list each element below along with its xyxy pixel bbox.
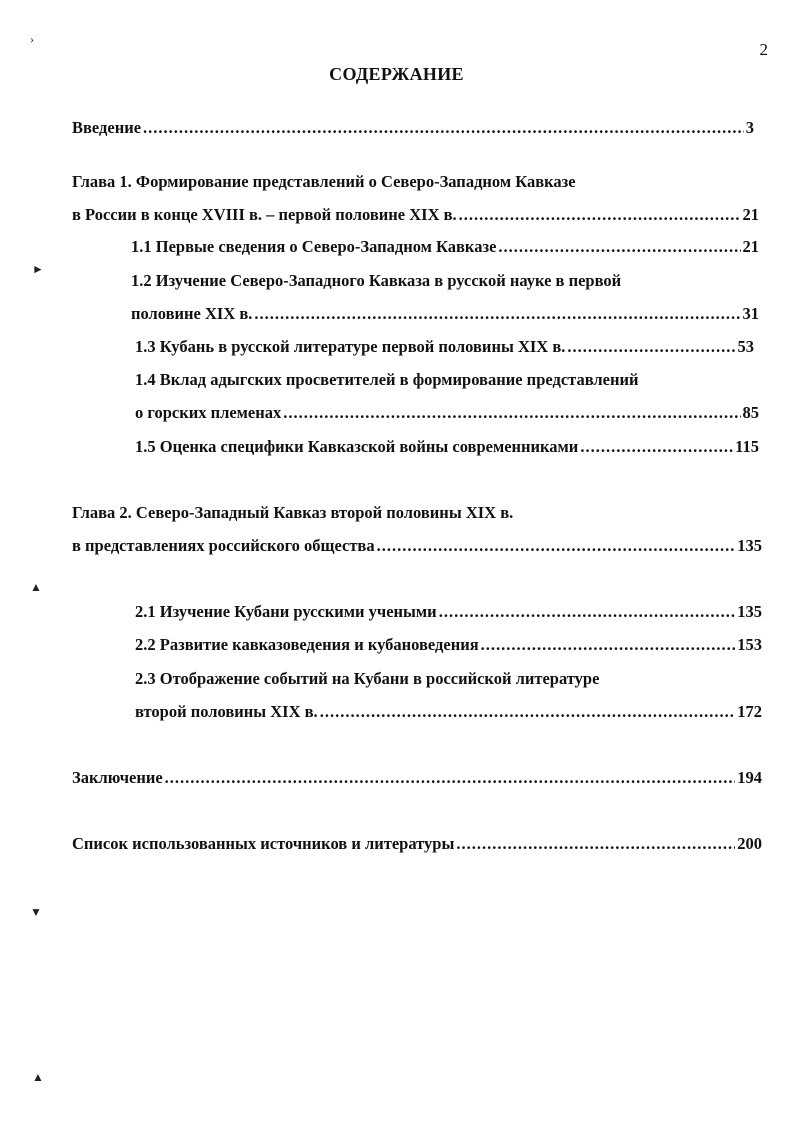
toc-chapter-2	[72, 535, 762, 557]
toc-entry-label: 1.3 Кубань в русской литературе первой половины XIX в.	[135, 337, 566, 356]
toc-section-1-4-line1: 1.4 Вклад адыгских просветителей в формирование представлений	[135, 370, 639, 389]
toc-section-2-3-line1: 2.3 Отображение событий на Кубани в российской литературе	[135, 669, 600, 688]
toc-entry-label: половине XIX в.	[131, 304, 253, 323]
toc-entry-page: 172	[737, 702, 762, 721]
leader-dots	[459, 204, 741, 226]
leader-dots	[481, 634, 736, 656]
toc-section-1-3	[135, 336, 754, 358]
toc-entry-page: 31	[742, 304, 759, 323]
toc-section-2-2	[135, 634, 762, 656]
leader-dots	[456, 833, 735, 855]
leader-dots	[320, 701, 736, 723]
toc-chapter-1	[72, 204, 759, 226]
toc-entry-page: 53	[737, 337, 754, 356]
toc-entry-page: 135	[737, 602, 762, 621]
toc-entry-page: 135	[737, 536, 762, 555]
scan-mark: ▼	[30, 905, 42, 919]
toc-entry-label: Заключение	[72, 768, 163, 787]
toc-entry-label: в представлениях российского общества	[72, 536, 375, 555]
toc-entry-label: в России в конце XVIII в. – первой половине XIX в.	[72, 205, 457, 224]
leader-dots	[498, 236, 740, 258]
toc-entry-label: 1.1 Первые сведения о Северо-Западном Кавказе	[131, 237, 497, 256]
toc-entry-page: 115	[735, 437, 759, 456]
scan-mark: ▲	[32, 1070, 44, 1084]
toc-chapter-2-line1: Глава 2. Северо-Западный Кавказ второй половины XIX в.	[72, 503, 514, 522]
toc-entry-label: 2.2 Развитие кавказоведения и кубановедения	[135, 635, 479, 654]
toc-entry-page: 85	[742, 403, 759, 422]
page-title: СОДЕРЖАНИЕ	[329, 64, 464, 84]
toc-entry-page: 21	[742, 205, 759, 224]
leader-dots	[283, 402, 740, 424]
toc-entry-page: 153	[737, 635, 762, 654]
leader-dots	[254, 303, 740, 325]
toc-section-1-4	[135, 402, 759, 424]
leader-dots	[165, 767, 736, 789]
toc-section-2-1	[135, 601, 762, 623]
scan-mark: ▲	[30, 580, 42, 594]
toc-entry-label: Список использованных источников и литературы	[72, 834, 455, 853]
leader-dots	[377, 535, 736, 557]
scan-mark: ►	[32, 262, 44, 276]
toc-section-1-5	[135, 436, 759, 458]
toc-entry-label: 2.1 Изучение Кубани русскими учеными	[135, 602, 437, 621]
toc-entry-label: Введение	[72, 118, 142, 137]
toc-entry-conclusion	[72, 767, 762, 789]
leader-dots	[580, 436, 733, 458]
toc-section-1-2-line1: 1.2 Изучение Северо-Западного Кавказа в русской науке в первой	[131, 271, 622, 290]
toc-section-1-2	[131, 303, 759, 325]
toc-entry-label: второй половины XIX в.	[135, 702, 318, 721]
toc-entry-intro	[72, 117, 754, 139]
page-number: 2	[759, 40, 768, 59]
toc-entry-page: 3	[745, 118, 754, 137]
toc-section-1-1	[131, 236, 759, 258]
toc-entry-page: 21	[742, 237, 759, 256]
toc-section-2-3	[135, 701, 762, 723]
toc-entry-label: о горских племенах	[135, 403, 282, 422]
leader-dots	[439, 601, 736, 623]
toc-entry-page: 200	[737, 834, 762, 853]
toc-entry-page: 194	[737, 768, 762, 787]
leader-dots	[143, 117, 744, 139]
toc-chapter-1-line1: Глава 1. Формирование представлений о Северо-Западном Кавказе	[72, 172, 576, 191]
toc-entry-sources	[72, 833, 762, 855]
toc-entry-label: 1.5 Оценка специфики Кавказской войны современниками	[135, 437, 579, 456]
scan-mark: ›	[30, 32, 34, 46]
leader-dots	[567, 336, 735, 358]
